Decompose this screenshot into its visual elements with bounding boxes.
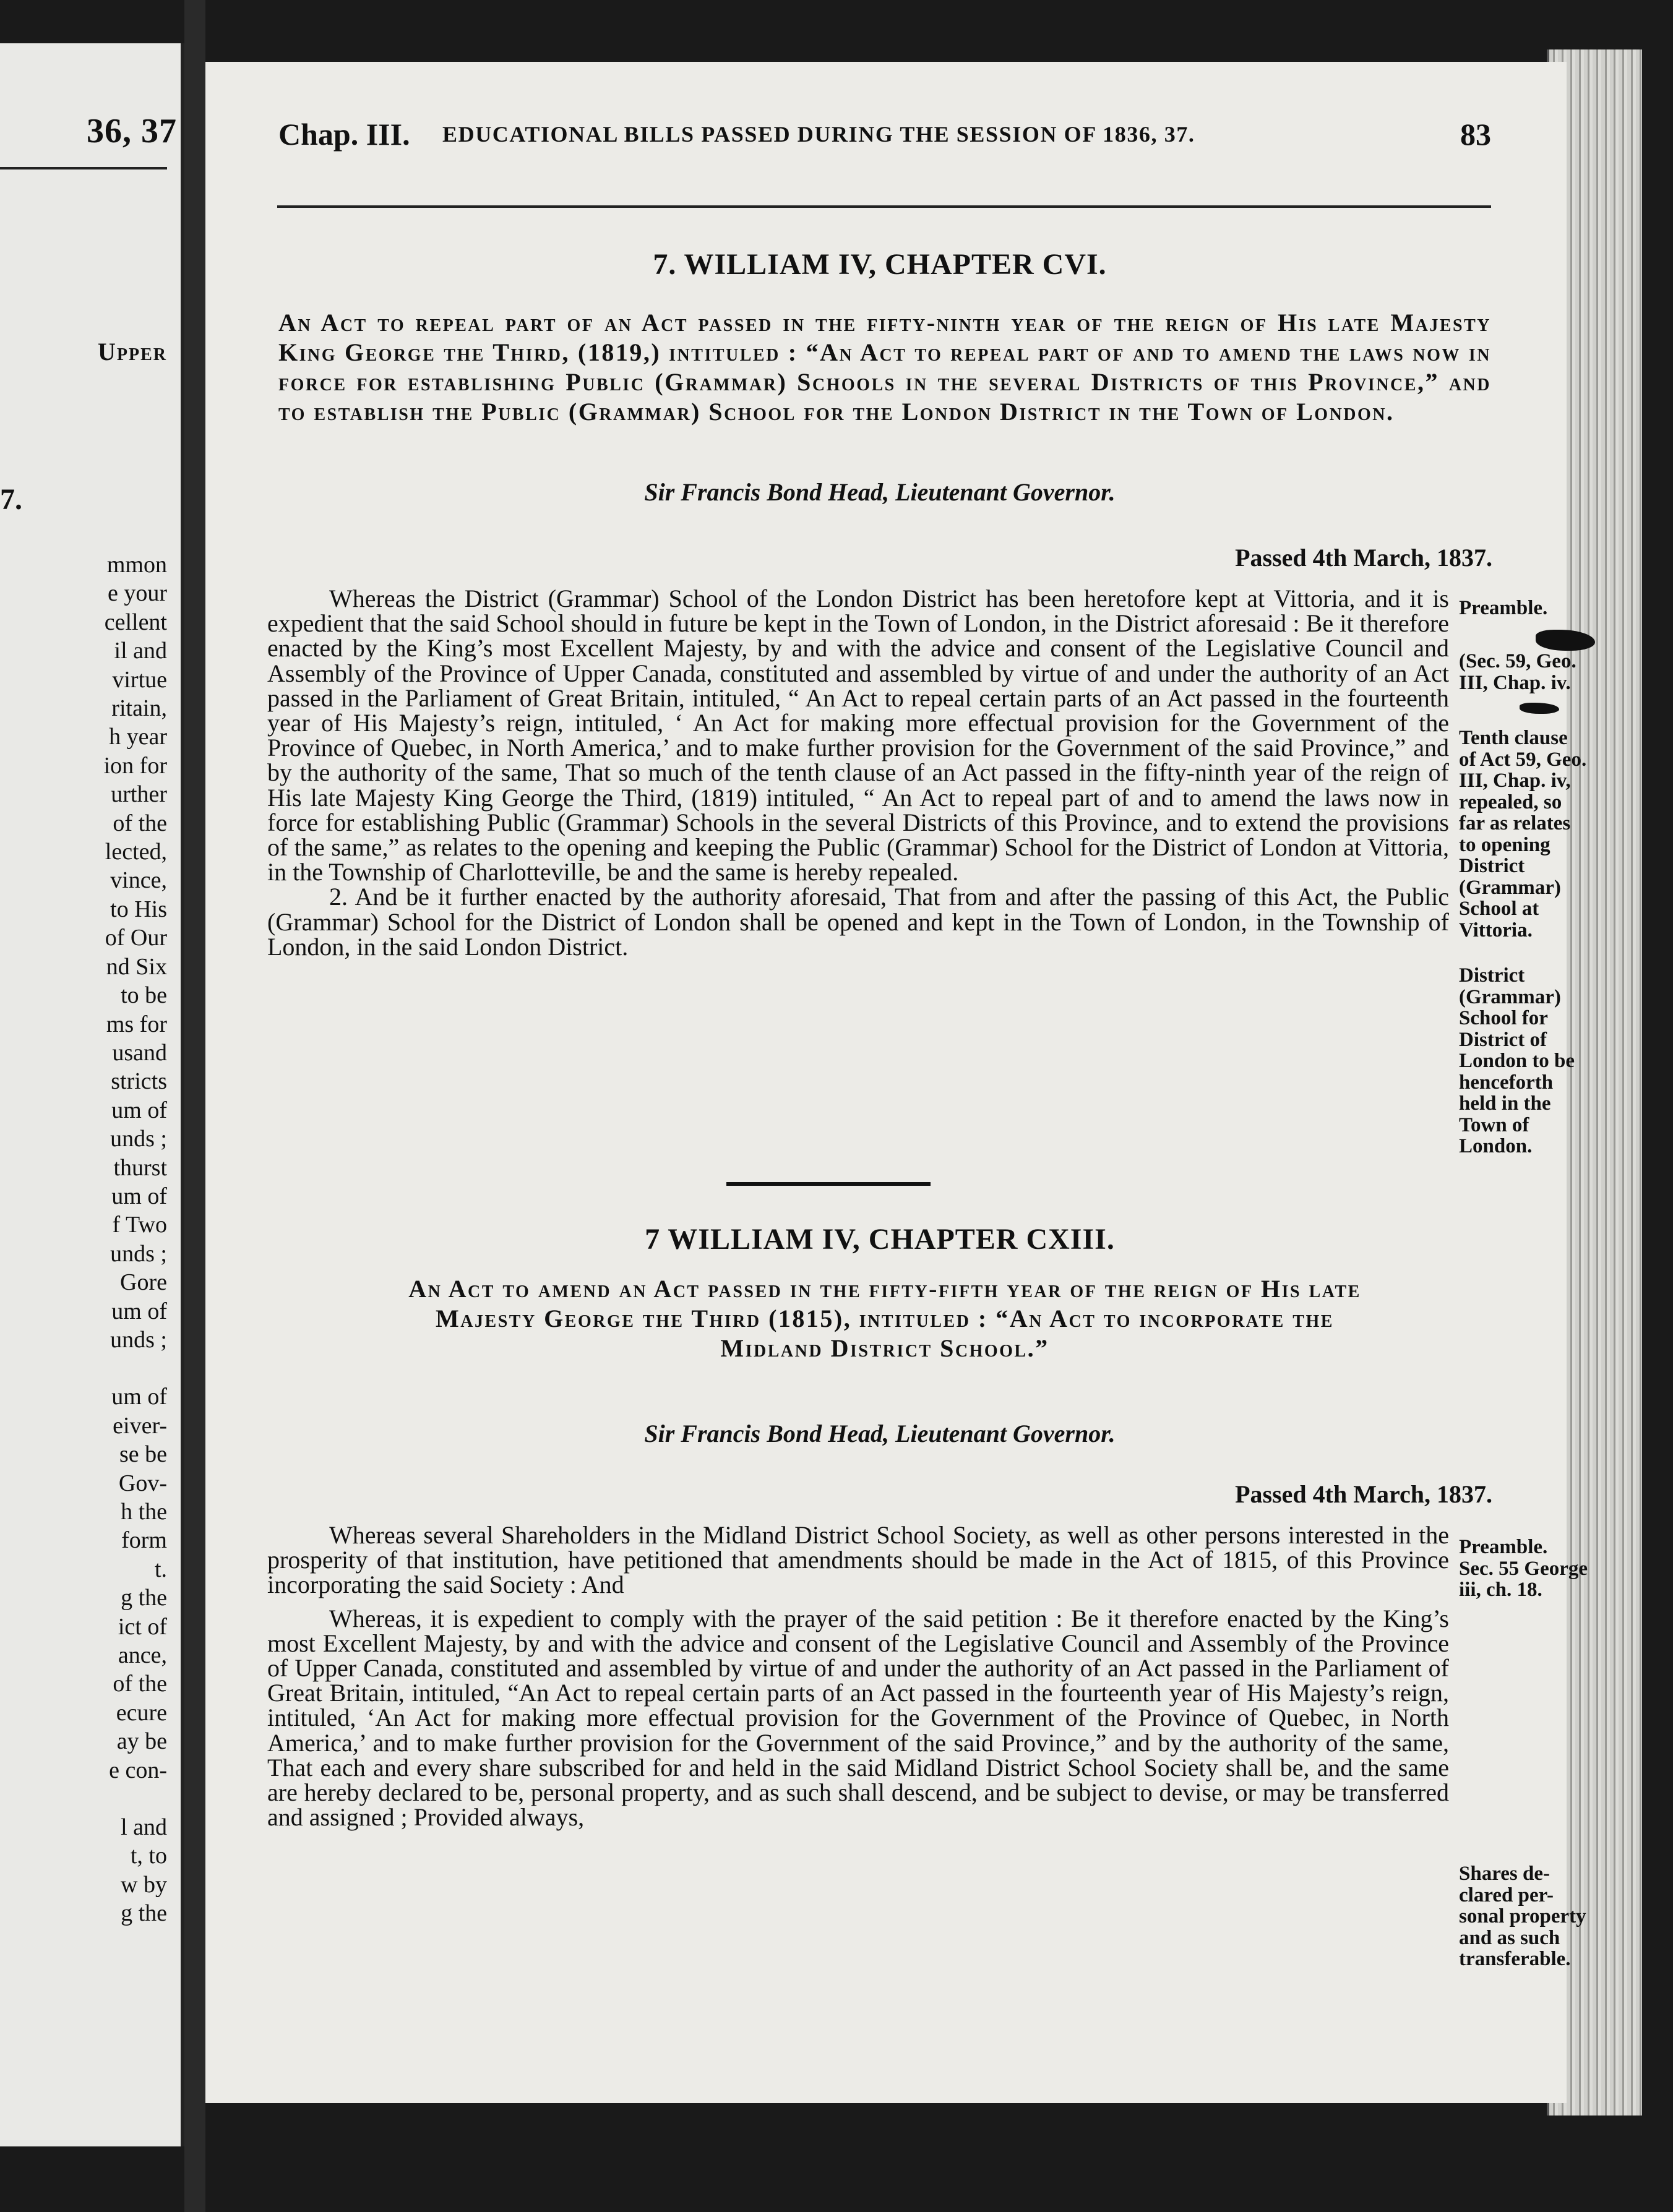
left-page-line: t.: [154, 1556, 167, 1582]
margin-note-line: III, Chap. iv,: [1459, 769, 1571, 792]
left-page-line: e your: [107, 580, 167, 607]
left-facing-page: [0, 43, 184, 2146]
margin-note-line: District: [1459, 855, 1525, 877]
left-page-line: of the: [113, 1671, 167, 1697]
left-page-line: ritain,: [111, 695, 167, 722]
left-page-line: um of: [111, 1097, 167, 1123]
act2-title-line: Majesty George the Third (1815), intituled : “An Act to incorporate the: [436, 1305, 1334, 1332]
margin-note-line: and as such: [1459, 1926, 1560, 1949]
act2-paragraph-1: Whereas several Shareholders in the Midland District School Society, as well as other persons interested in the prosperity of that institution, have petitioned that amendments should be made in the Act of 1815, of this Province incorporating the said Society : And: [267, 1521, 1449, 1599]
header-rule: [277, 205, 1491, 208]
margin-note-line: of Act 59, Geo.: [1459, 748, 1587, 771]
left-page-section-number: 7.: [0, 483, 22, 516]
margin-note-line: repealed, so: [1459, 791, 1562, 813]
act1-heading: 7. WILLIAM IV, CHAPTER CVI.: [653, 248, 1107, 281]
act1-paragraph-1: Whereas the District (Grammar) School of the London District has been heretofore kept at Vittoria, and it is expedient that the said School should in future be kept in the Town of London, in the District aforesaid : Be it therefore enacted by the King’s most Excellent Majesty, by and with the advice and consent of the Legislative Council and Assembly of the Province of Upper Canada, constituted and assembled by virtue of and under the authority of an Act passed in the Parliament of Great Britain, intituled, “ An Act to repeal certain parts of an Act passed in the fourteenth year of His Majesty’s reign, intituled, ‘ An Act for making more effectual provision for the Government of the Province of Quebec, in North America,’ and to make further provision for the Government of the said Province,” and by the authority of the same, That so much of the tenth clause of an Act passed in the fifty-ninth year of the reign of His late Majesty King George the Third, (1819) intituled, “ An Act to repeal part of and to amend the laws now in force for establishing Public (Grammar) Schools in the several Districts of this Province, and to extend the provisions of the same,” as relates to the opening and keeping the Public (Grammar) School for the District of London at Vittoria, in the Township of Charlotteville, be and the same is hereby repealed.: [267, 585, 1449, 886]
left-page-line: mmon: [106, 552, 167, 578]
act1-note-preamble: Preamble.: [1459, 597, 1548, 619]
margin-note-line: to opening: [1459, 833, 1550, 856]
chapter-label: Chap. III.: [278, 117, 410, 152]
margin-note-line: iii, ch. 18.: [1459, 1579, 1542, 1601]
margin-note-line: transferable.: [1459, 1948, 1571, 1970]
left-page-line: of the: [113, 810, 167, 836]
left-page-line: lected,: [105, 839, 167, 865]
left-page-line: e con-: [109, 1757, 167, 1783]
margin-note-line: clared per-: [1459, 1884, 1554, 1906]
running-head: [278, 116, 1491, 166]
margin-note-line: Vittoria.: [1459, 919, 1533, 941]
act2-title-line: Midland District School.”: [720, 1334, 1049, 1362]
act2-title-line: An Act to amend an Act passed in the fifty-fifth year of the reign of His late: [408, 1275, 1361, 1303]
running-title: EDUCATIONAL BILLS PASSED DURING THE SESSION OF 1836, 37.: [442, 122, 1195, 147]
left-page-line: of Our: [105, 925, 167, 951]
margin-note-line: Preamble.: [1459, 1536, 1548, 1558]
left-page-line: form: [121, 1527, 167, 1554]
margin-note-line: (Sec. 59, Geo.: [1459, 650, 1576, 672]
act1-note-district-school: [1459, 965, 1601, 1157]
left-page-line: Gov-: [118, 1470, 167, 1496]
left-page-upper: Upper: [98, 338, 167, 366]
left-page-line: f Two: [112, 1212, 167, 1238]
act1-passed-date: Passed 4th March, 1837.: [1235, 544, 1492, 572]
act1-assent: Sir Francis Bond Head, Lieutenant Governor.: [644, 478, 1116, 506]
left-page-line: il and: [114, 638, 167, 664]
margin-note-line: (Grammar): [1459, 876, 1561, 899]
margin-note-line: District: [1459, 964, 1525, 987]
margin-note-line: III, Chap. iv.: [1459, 671, 1571, 694]
ink-blot: [1520, 703, 1559, 714]
act2-paragraph-2: Whereas, it is expedient to comply with the prayer of the said petition : Be it therefore enacted by the King’s most Excellent Majesty, by and with the advice and consent of the Legislative Council and Assembly of the Province of Upper Canada, constituted and assembled by virtue of and under the authority of an Act passed in the Parliament of Great Britain, intituled, “An Act to repeal certain parts of an Act passed in the fourteenth year of His Majesty’s reign, intituled, ‘An Act for making more effectual provision for the Government of the Province of Quebec, in North America,’ and to make further provision for the Government of the said Province,” and by the authority of the same, That each and every share subscribed for and held in the said Midland District School Society shall be, and the same are hereby declared to be, personal property, and as such shall descend, and be subject to devise, or may be transferred and assigned ; Provided always,: [267, 1604, 1449, 1832]
margin-note-line: District of: [1459, 1028, 1547, 1051]
margin-note-line: held in the: [1459, 1092, 1551, 1115]
margin-note-line: sonal property: [1459, 1905, 1586, 1927]
left-page-line: unds ;: [110, 1326, 167, 1353]
left-page-line: um of: [111, 1298, 167, 1324]
left-page-line: stricts: [111, 1068, 167, 1095]
book-gutter: [184, 0, 205, 2212]
left-page-line: t, to: [130, 1843, 167, 1869]
left-page-line: eiver-: [113, 1412, 167, 1439]
left-page-line: ance,: [118, 1642, 167, 1669]
margin-note-line: London.: [1459, 1135, 1533, 1157]
margin-note-line: London to be: [1459, 1050, 1575, 1072]
act2-assent: Sir Francis Bond Head, Lieutenant Governor.: [644, 1420, 1116, 1447]
margin-note-line: School at: [1459, 898, 1539, 920]
left-page-line: w by: [121, 1871, 167, 1898]
act1-title: An Act to repeal part of an Act passed in the fifty-ninth year of the reign of His late Majesty King George the Third, (1819,) intituled : “An Act to repeal part of and to amend the laws now in force for establishing Public (Grammar) Schools in the several Districts of this Province,” and to establish the Public (Grammar) School for the London District in the Town of London.: [278, 309, 1491, 426]
left-page-line: ict of: [118, 1613, 167, 1640]
act2-passed-date: Passed 4th March, 1837.: [1235, 1480, 1492, 1508]
left-page-line: ms for: [106, 1011, 167, 1037]
left-page-line: unds ;: [110, 1240, 167, 1267]
margin-note-line: Town of: [1459, 1113, 1529, 1136]
left-page-line: nd Six: [106, 953, 167, 980]
left-page-line: urther: [111, 781, 167, 808]
page-number: 83: [1460, 117, 1491, 152]
margin-note-line: School for: [1459, 1007, 1548, 1029]
left-page-line: Gore: [120, 1269, 167, 1296]
left-page-line: unds ;: [110, 1126, 167, 1152]
act2-title: [278, 1274, 1491, 1363]
left-page-line: virtue: [112, 666, 167, 693]
left-page-lines: [0, 551, 167, 1928]
left-page-line: usand: [112, 1039, 167, 1066]
left-page-line: g the: [121, 1585, 167, 1611]
margin-note-line: Sec. 55 George: [1459, 1557, 1588, 1580]
left-page-line: h year: [109, 724, 167, 750]
left-page-line: cellent: [104, 609, 167, 635]
section-separator: [726, 1182, 931, 1186]
left-page-line: to His: [110, 896, 167, 922]
margin-note-line: far as relates: [1459, 812, 1571, 834]
left-page-header: 36, 37: [87, 112, 177, 150]
act1-paragraph-2: 2. And be it further enacted by the authority aforesaid, That from and after the passing of this Act, the Public (Grammar) School for the District of London shall be opened and kept in the Town of London, in the Township of London, in the said London District.: [267, 883, 1449, 961]
left-page-line: h the: [121, 1499, 167, 1525]
margin-note-line: Shares de-: [1459, 1863, 1550, 1885]
left-page-line: l and: [121, 1814, 167, 1841]
left-page-rule: [0, 167, 167, 169]
left-page-line: thurst: [113, 1154, 167, 1181]
left-page-line: ecure: [116, 1699, 167, 1726]
act1-note-tenth-clause: [1459, 727, 1601, 941]
left-page-line: ay be: [116, 1728, 167, 1755]
left-page-line: um of: [111, 1384, 167, 1410]
act1-body: [267, 586, 1449, 959]
left-page-line: g the: [121, 1900, 167, 1927]
margin-note-line: henceforth: [1459, 1071, 1554, 1094]
margin-note-line: (Grammar): [1459, 985, 1561, 1008]
left-page-line: se be: [119, 1441, 167, 1468]
act2-note-preamble: [1459, 1537, 1601, 1601]
left-page-line: ion for: [103, 752, 167, 779]
left-page-line: um of: [111, 1183, 167, 1209]
act2-note-shares: [1459, 1863, 1601, 1970]
left-page-line: vince,: [110, 867, 167, 894]
act2-heading: 7 WILLIAM IV, CHAPTER CXIII.: [645, 1223, 1115, 1256]
act2-body: [267, 1523, 1449, 1830]
act1-note-sec59: [1459, 651, 1601, 693]
left-page-line: to be: [121, 982, 167, 1009]
main-page: [205, 62, 1588, 2103]
margin-note-line: Tenth clause: [1459, 727, 1568, 749]
